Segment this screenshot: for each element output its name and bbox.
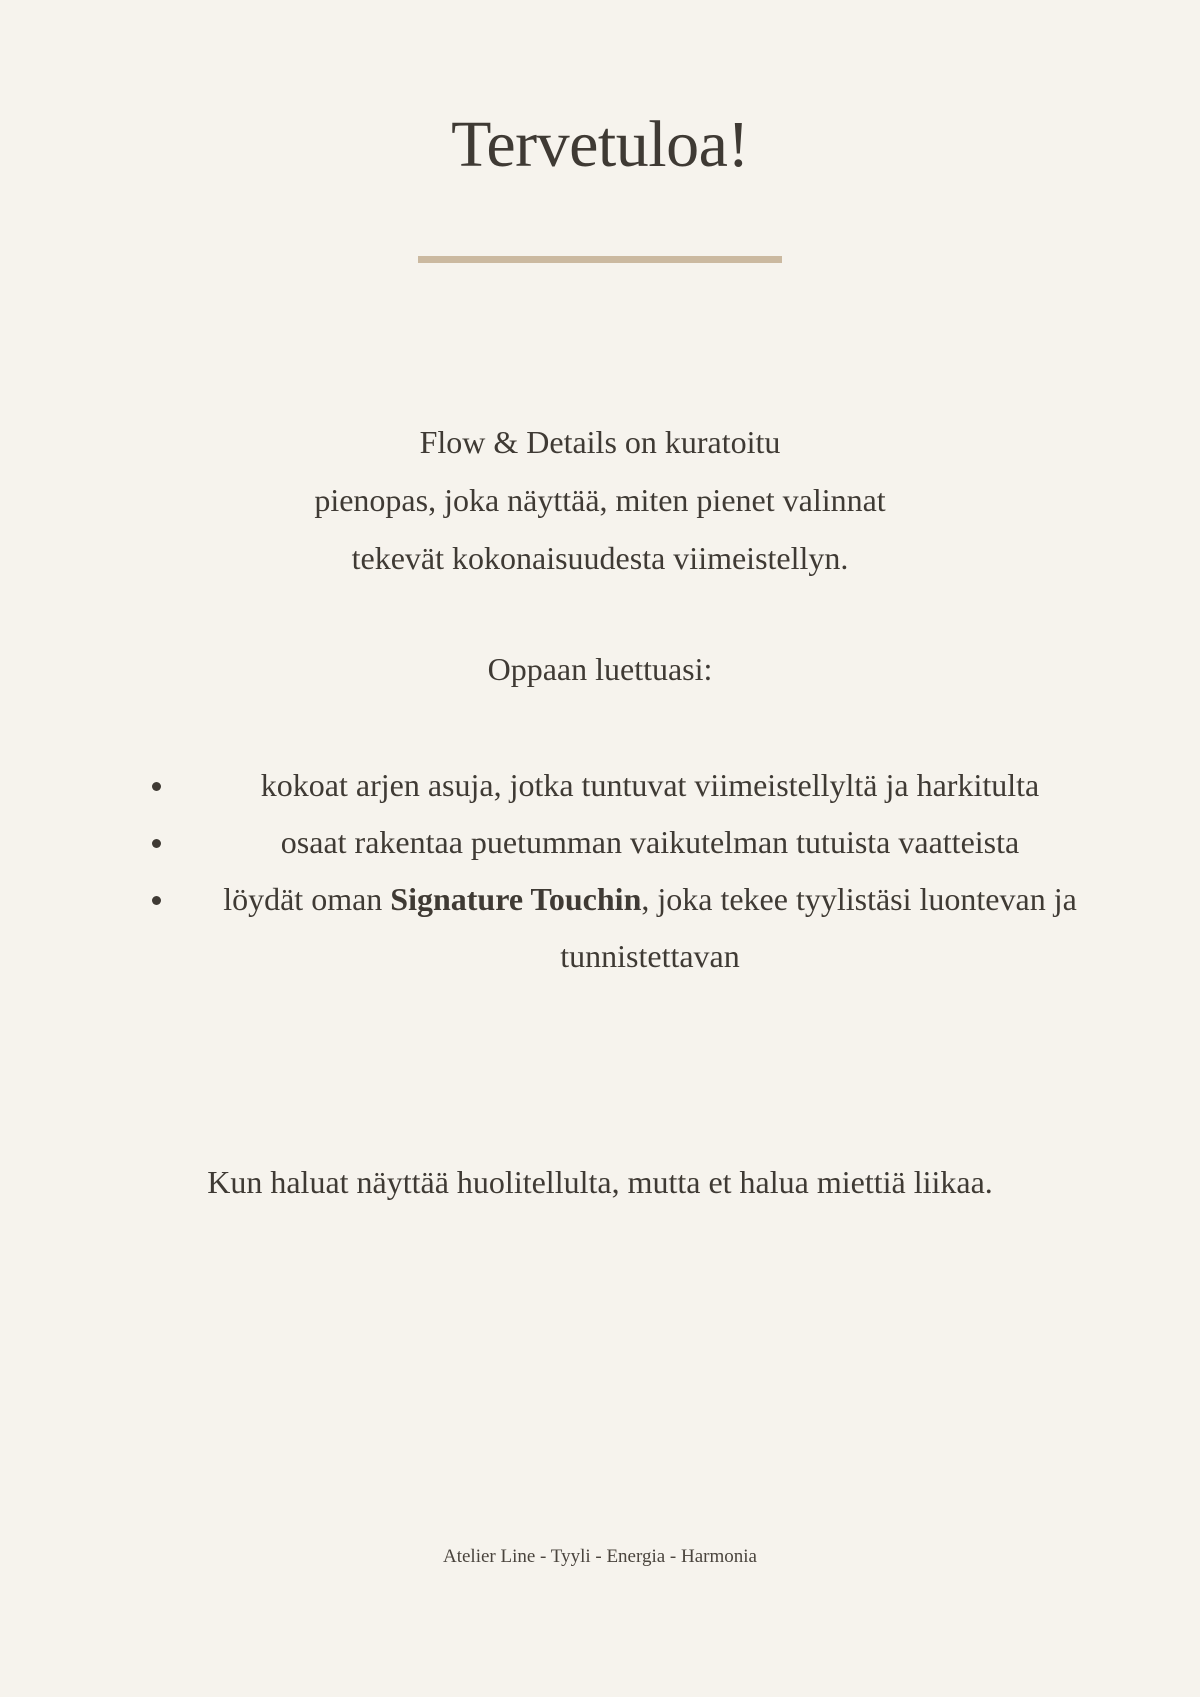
closing-statement: Kun haluat näyttää huolitellulta, mutta et halua miettiä liikaa. [207,1164,993,1200]
benefit-item [160,871,1100,985]
bullet-icon [152,839,161,848]
benefits-lead: Oppaan luettuasi: [487,651,713,687]
benefit-text-before: löydät oman [223,881,391,917]
bullet-icon [152,896,161,905]
benefit-text: osaat rakentaa puetumman vaikutelman tutuista vaatteista [280,824,1020,860]
benefits-list [160,757,1100,985]
intro-line: Flow & Details on kuratoitu [419,424,781,460]
benefit-text: kokoat arjen asuja, jotka tuntuvat viimeistellyltä ja harkitulta [260,767,1040,803]
page-title: Tervetuloa! [451,108,749,181]
benefit-item [160,757,1100,814]
intro-paragraph [0,413,1200,587]
bullet-icon [152,782,161,791]
footer-tagline: Atelier Line - Tyyli - Energia - Harmonia [442,1546,757,1567]
signature-touch-emphasis: Signature Touchin [390,881,642,917]
benefit-text-after: , joka tekee tyylistäsi luontevan ja tunnistettavan [560,881,1077,974]
intro-line: tekevät kokonaisuudesta viimeistellyn. [351,540,849,576]
intro-line: pienopas, joka näyttää, miten pienet valinnat [314,482,886,518]
benefit-item [160,814,1100,871]
title-divider [418,256,782,263]
